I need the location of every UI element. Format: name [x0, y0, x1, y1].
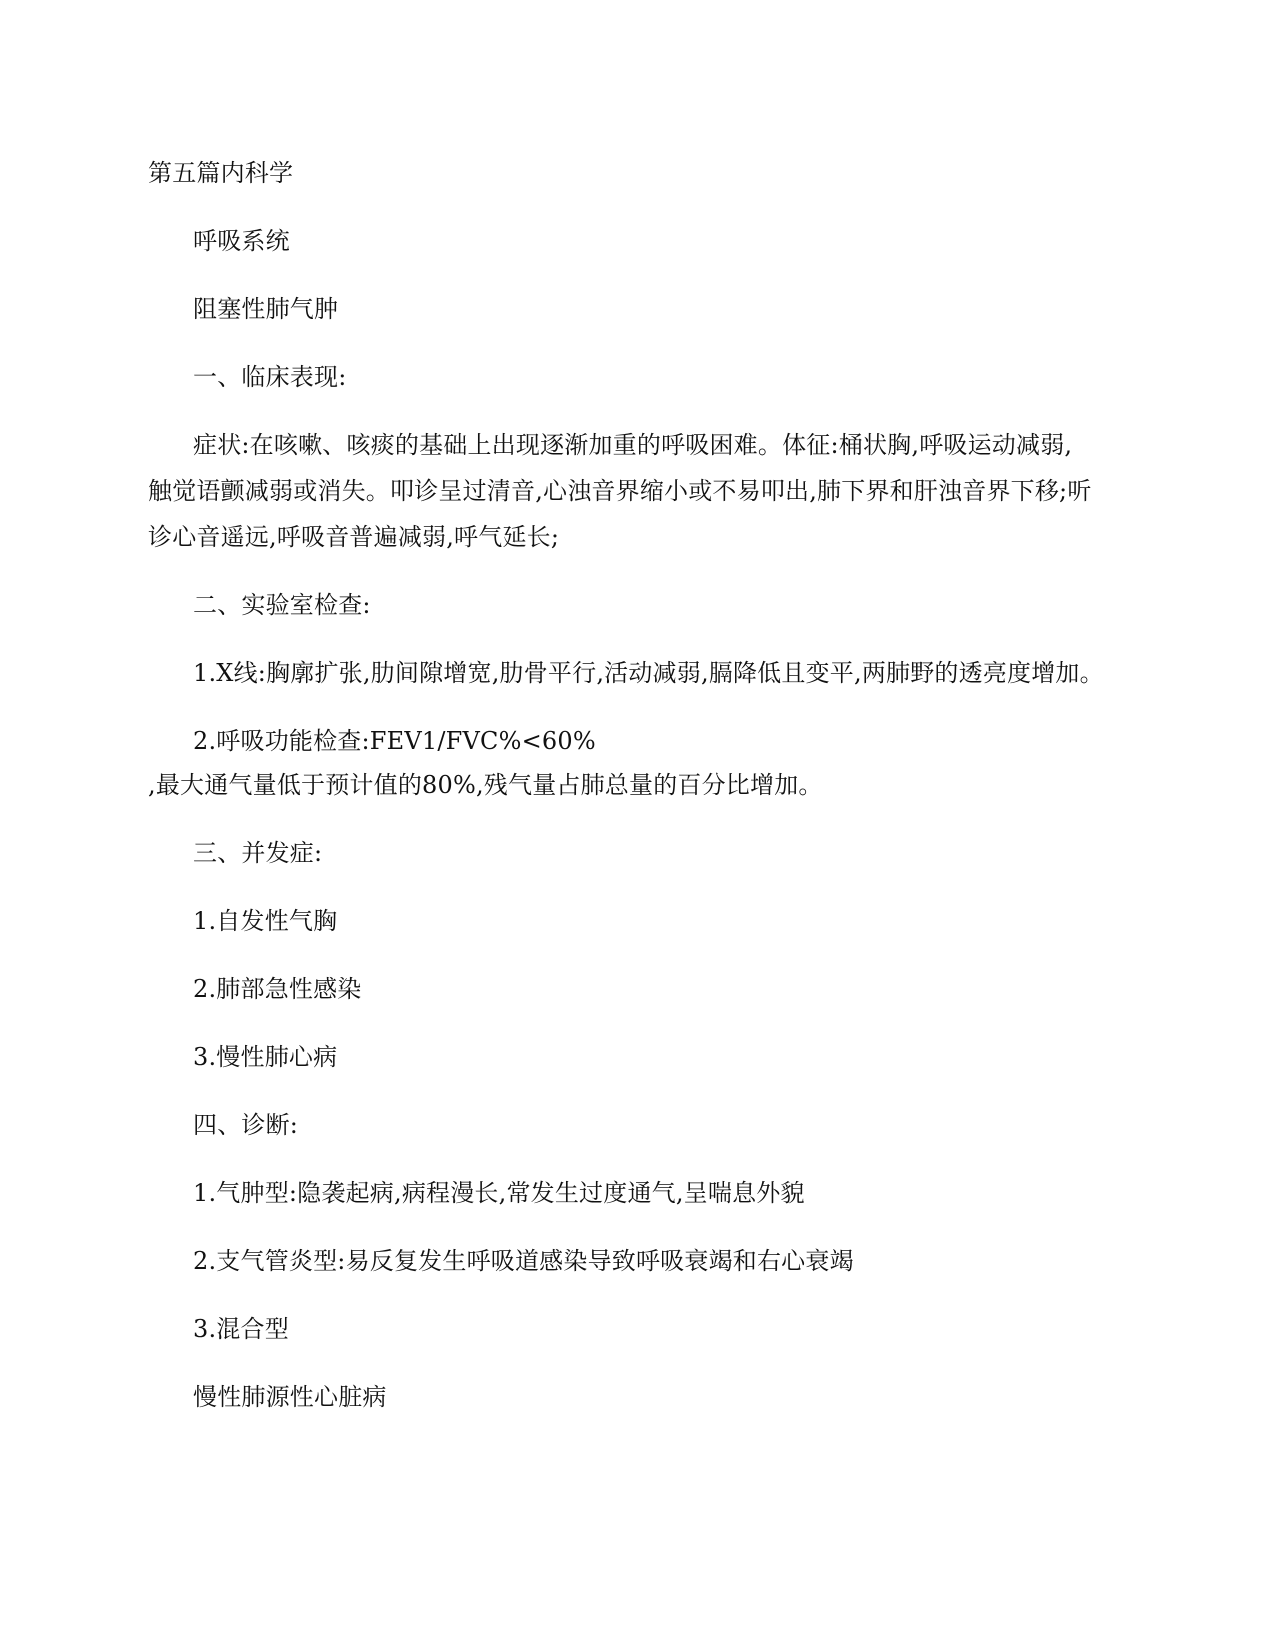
- section-heading-lab: 二、实验室检查:: [193, 591, 371, 619]
- complication-item: 1.自发性气胸: [193, 907, 338, 935]
- paragraph-line: 触觉语颤减弱或消失。叩诊呈过清音,心浊音界缩小或不易叩出,肺下界和肝浊音界下移;听: [148, 477, 1092, 505]
- section-heading-complications: 三、并发症:: [193, 839, 323, 867]
- complication-item: 2.肺部急性感染: [193, 975, 362, 1003]
- section-heading-diagnosis: 四、诊断:: [193, 1111, 299, 1139]
- section-heading-clinical: 一、临床表现:: [193, 363, 347, 391]
- diagnosis-item: 1.气肿型:隐袭起病,病程漫长,常发生过度通气,呈喘息外貌: [193, 1179, 805, 1207]
- paragraph-line: 诊心音遥远,呼吸音普遍减弱,呼气延长;: [148, 523, 560, 551]
- paragraph-line: 症状:在咳嗽、咳痰的基础上出现逐渐加重的呼吸困难。体征:桶状胸,呼吸运动减弱,: [193, 431, 1073, 459]
- next-disease-title: 慢性肺源性心脏病: [193, 1383, 387, 1411]
- lab-item-pulmonary-function: 2.呼吸功能检查:FEV1/FVC%<60%: [193, 727, 596, 755]
- system-title: 呼吸系统: [193, 227, 290, 255]
- part-title: 第五篇内科学: [148, 159, 294, 187]
- complication-item: 3.慢性肺心病: [193, 1043, 338, 1071]
- clinical-paragraph: [148, 430, 1120, 550]
- diagnosis-item: 3.混合型: [193, 1315, 289, 1343]
- lab-item-xray: 1.X线:胸廓扩张,肋间隙增宽,肋骨平行,活动减弱,膈降低且变平,两肺野的透亮度增加。: [193, 659, 1104, 687]
- disease-title: 阻塞性肺气肿: [193, 295, 339, 323]
- diagnosis-item: 2.支气管炎型:易反复发生呼吸道感染导致呼吸衰竭和右心衰竭: [193, 1247, 854, 1275]
- lab-item-pulmonary-function-continued: ,最大通气量低于预计值的80%,残气量占肺总量的百分比增加。: [148, 771, 823, 799]
